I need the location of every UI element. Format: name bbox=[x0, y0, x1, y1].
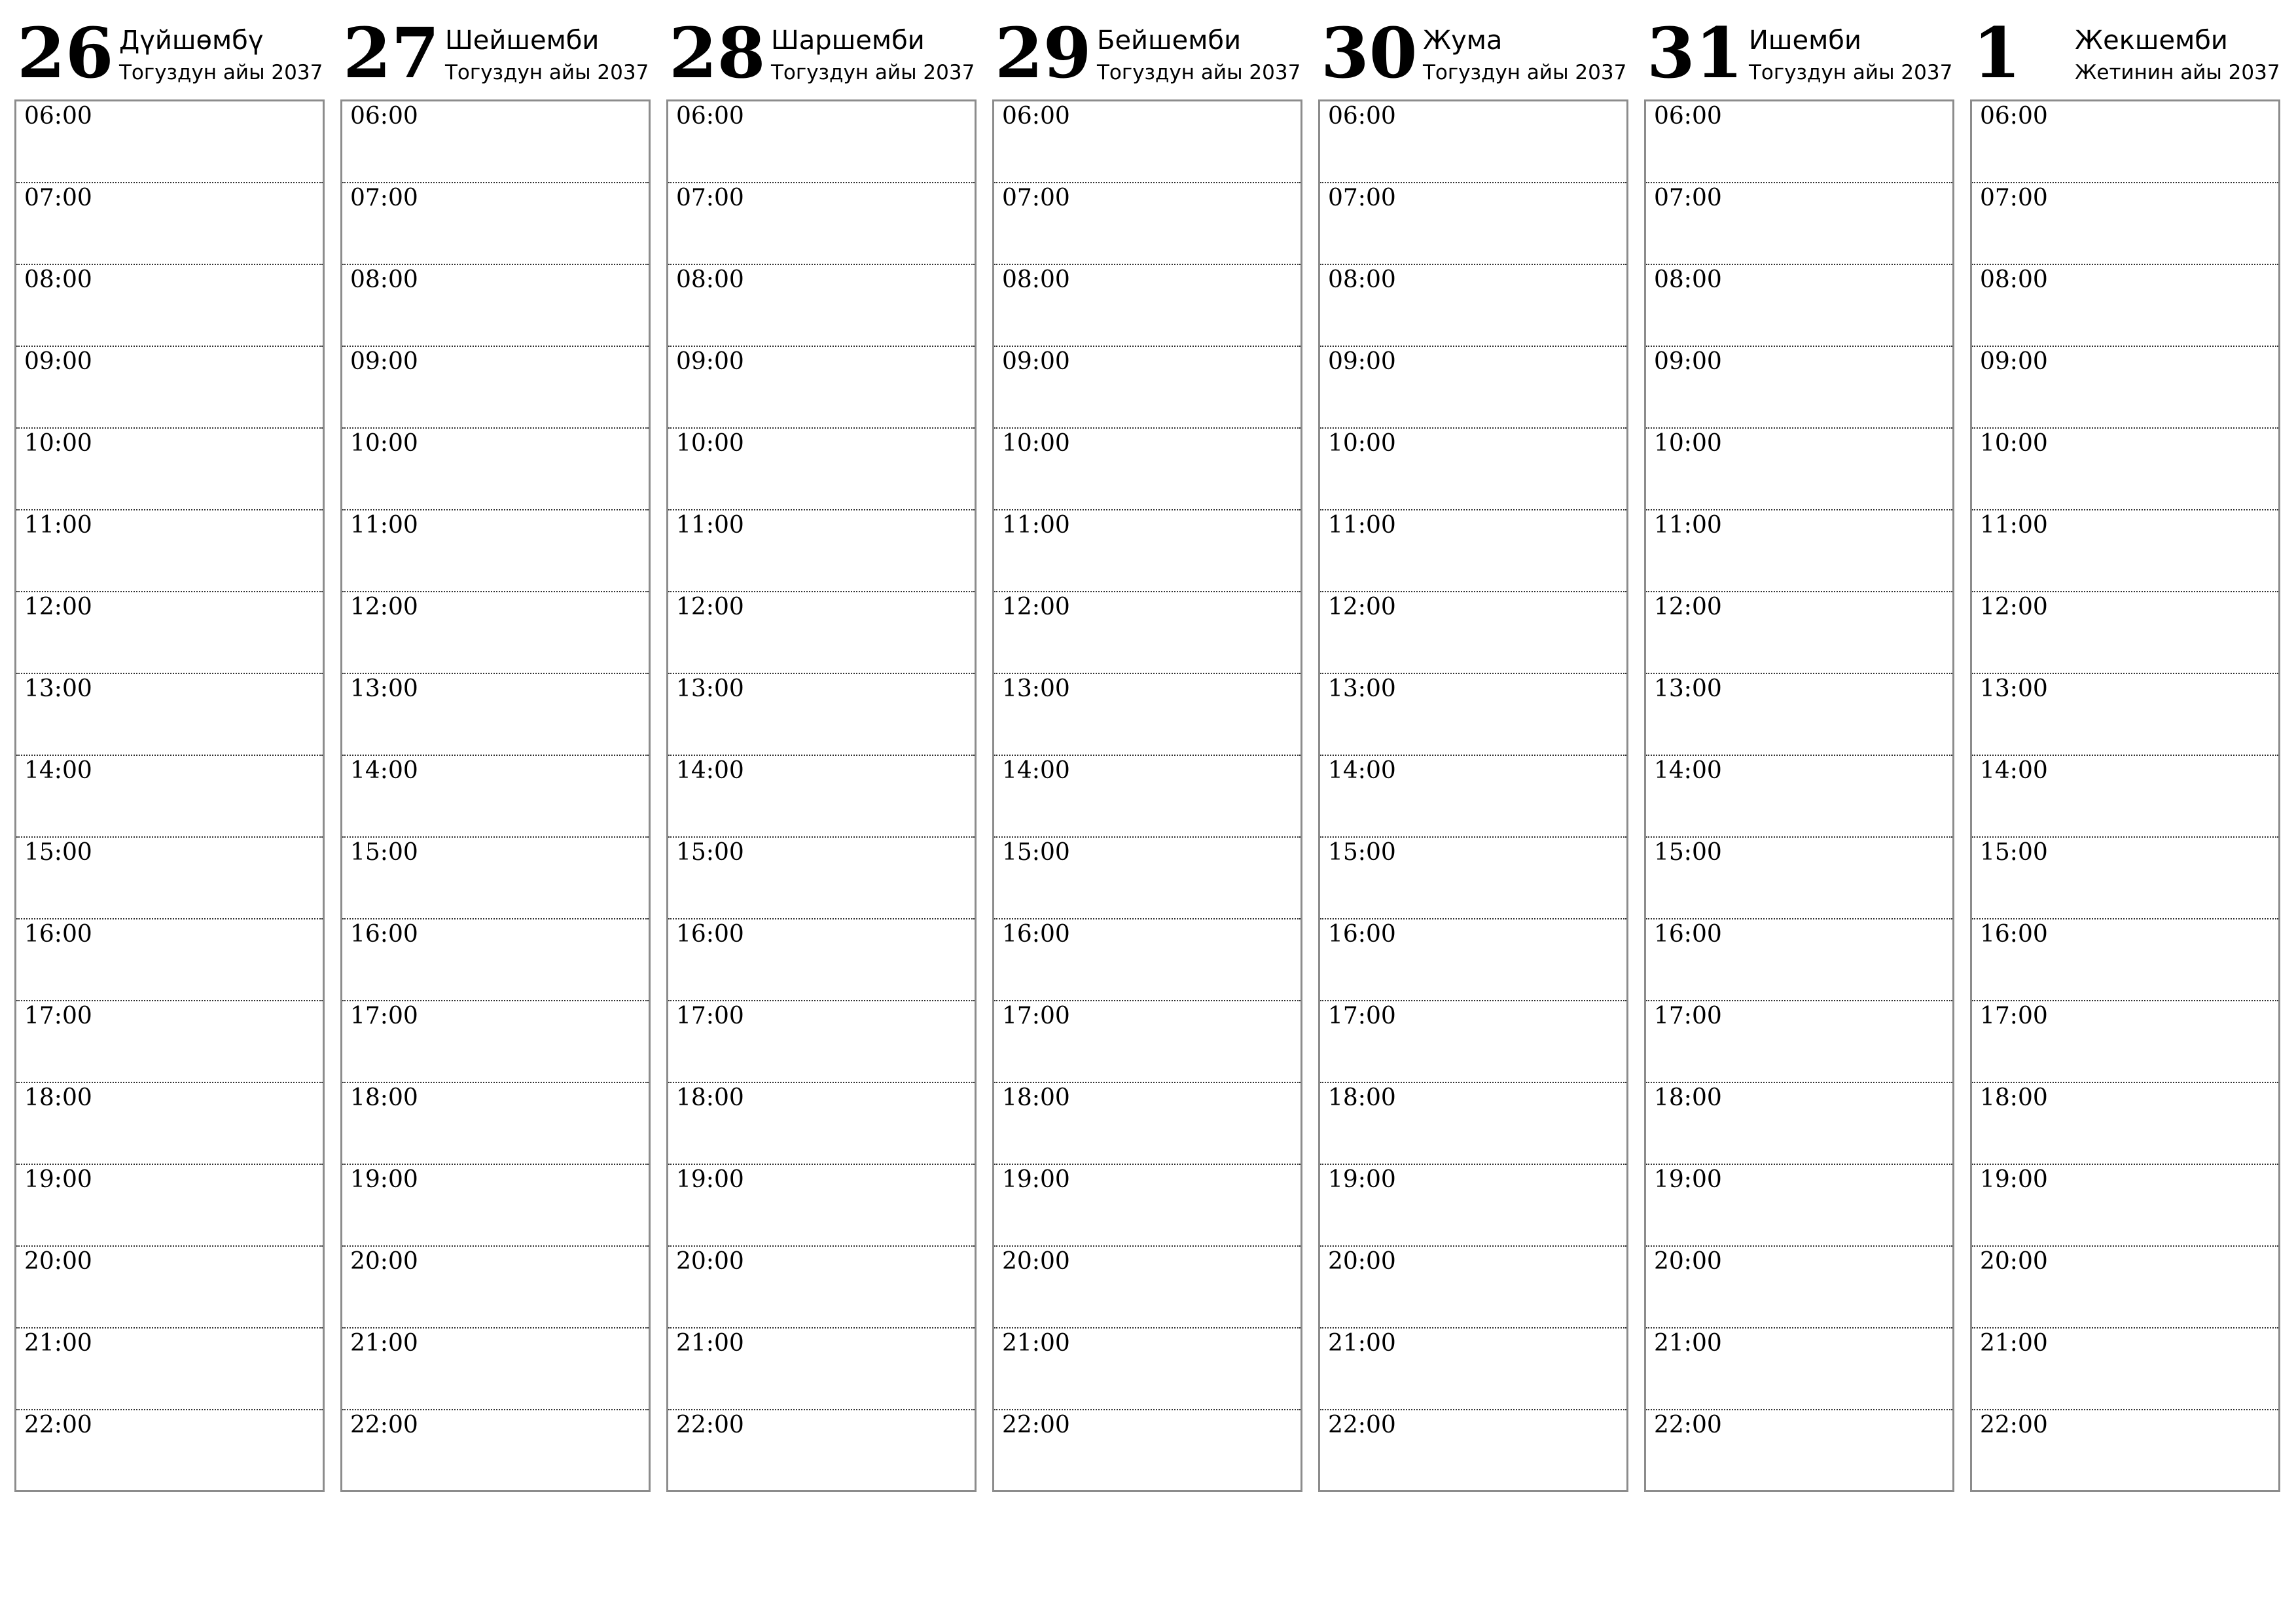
time-slot[interactable] bbox=[994, 183, 1300, 265]
time-slot-label: 19:00 bbox=[1980, 1166, 2048, 1193]
time-slot[interactable] bbox=[16, 183, 323, 265]
time-slot-label: 06:00 bbox=[24, 103, 92, 130]
month-year-label: Тогуздун айы 2037 bbox=[445, 61, 649, 84]
time-slot[interactable] bbox=[994, 1001, 1300, 1083]
time-slot[interactable] bbox=[342, 592, 649, 674]
time-slot[interactable] bbox=[1972, 919, 2278, 1001]
time-slot[interactable] bbox=[342, 838, 649, 919]
time-slot-label: 13:00 bbox=[1002, 675, 1070, 702]
time-slot[interactable] bbox=[342, 347, 649, 429]
time-slot[interactable] bbox=[1972, 101, 2278, 183]
time-slot-label: 19:00 bbox=[1654, 1166, 1722, 1193]
weekday-name: Жекшемби bbox=[2075, 26, 2228, 56]
time-slot[interactable] bbox=[1646, 183, 1952, 265]
time-slot[interactable] bbox=[668, 592, 975, 674]
time-slot-label: 18:00 bbox=[1328, 1084, 1396, 1111]
time-slot[interactable] bbox=[16, 1247, 323, 1329]
time-slot-label: 11:00 bbox=[1328, 512, 1396, 539]
time-slot-label: 14:00 bbox=[1980, 757, 2048, 784]
weekday-name: Бейшемби bbox=[1097, 26, 1242, 56]
time-slot[interactable] bbox=[16, 429, 323, 510]
day-schedule-box bbox=[666, 99, 977, 1492]
time-slot[interactable] bbox=[342, 674, 649, 756]
time-slot-label: 08:00 bbox=[350, 266, 418, 293]
day-number: 31 bbox=[1647, 12, 1744, 94]
time-slot-label: 10:00 bbox=[676, 430, 744, 457]
time-slot-label: 09:00 bbox=[1654, 348, 1722, 375]
time-slot[interactable] bbox=[1320, 1001, 1626, 1083]
weekday-name: Ишемби bbox=[1749, 26, 1861, 56]
time-slot[interactable] bbox=[1320, 1329, 1626, 1410]
time-slot[interactable] bbox=[668, 510, 975, 592]
weekly-planner bbox=[14, 13, 2291, 1500]
time-slot-label: 20:00 bbox=[24, 1248, 92, 1275]
day-header bbox=[1318, 13, 1631, 99]
time-slot-label: 07:00 bbox=[24, 185, 92, 211]
time-slot[interactable] bbox=[1320, 592, 1626, 674]
time-slot-label: 20:00 bbox=[1980, 1248, 2048, 1275]
time-slot[interactable] bbox=[994, 1247, 1300, 1329]
time-slot-label: 14:00 bbox=[350, 757, 418, 784]
time-slot-label: 22:00 bbox=[1328, 1412, 1396, 1438]
time-slot[interactable] bbox=[1646, 756, 1952, 838]
time-slot[interactable] bbox=[1972, 1329, 2278, 1410]
time-slot-label: 19:00 bbox=[676, 1166, 744, 1193]
time-slot-label: 20:00 bbox=[1328, 1248, 1396, 1275]
time-slot[interactable] bbox=[16, 1083, 323, 1165]
day-schedule-box bbox=[340, 99, 651, 1492]
time-slot[interactable] bbox=[994, 347, 1300, 429]
time-slot[interactable] bbox=[16, 265, 323, 347]
day-schedule-box bbox=[992, 99, 1302, 1492]
time-slot-label: 18:00 bbox=[350, 1084, 418, 1111]
time-slot[interactable] bbox=[994, 838, 1300, 919]
time-slot[interactable] bbox=[16, 674, 323, 756]
time-slot[interactable] bbox=[1646, 265, 1952, 347]
time-slot[interactable] bbox=[994, 265, 1300, 347]
time-slot[interactable] bbox=[1320, 1247, 1626, 1329]
time-slot-label: 22:00 bbox=[1654, 1412, 1722, 1438]
time-slot-label: 15:00 bbox=[676, 839, 744, 866]
day-number: 27 bbox=[343, 12, 440, 94]
time-slot-label: 19:00 bbox=[350, 1166, 418, 1193]
month-year-label: Жетинин айы 2037 bbox=[2075, 61, 2280, 84]
time-slot-label: 09:00 bbox=[676, 348, 744, 375]
time-slot[interactable] bbox=[1646, 1165, 1952, 1247]
time-slot-label: 13:00 bbox=[24, 675, 92, 702]
time-slot[interactable] bbox=[1646, 1247, 1952, 1329]
time-slot[interactable] bbox=[16, 510, 323, 592]
time-slot[interactable] bbox=[1972, 838, 2278, 919]
time-slot-label: 17:00 bbox=[350, 1003, 418, 1029]
day-column bbox=[1644, 13, 1957, 1500]
time-slot-label: 06:00 bbox=[1980, 103, 2048, 130]
time-slot[interactable] bbox=[1320, 510, 1626, 592]
time-slot[interactable] bbox=[16, 838, 323, 919]
day-number: 1 bbox=[1973, 12, 2021, 94]
day-column bbox=[14, 13, 327, 1500]
time-slot-label: 15:00 bbox=[1328, 839, 1396, 866]
time-slot-label: 16:00 bbox=[676, 921, 744, 948]
time-slot-label: 11:00 bbox=[24, 512, 92, 539]
time-slot-label: 22:00 bbox=[1980, 1412, 2048, 1438]
time-slot[interactable] bbox=[1646, 1329, 1952, 1410]
time-slot-label: 17:00 bbox=[24, 1003, 92, 1029]
time-slot[interactable] bbox=[16, 919, 323, 1001]
month-year-label: Тогуздун айы 2037 bbox=[1423, 61, 1627, 84]
time-slot[interactable] bbox=[668, 674, 975, 756]
time-slot[interactable] bbox=[342, 756, 649, 838]
time-slot[interactable] bbox=[1972, 1083, 2278, 1165]
time-slot-label: 21:00 bbox=[1980, 1330, 2048, 1357]
time-slot-label: 09:00 bbox=[350, 348, 418, 375]
time-slot[interactable] bbox=[342, 1329, 649, 1410]
time-slot[interactable] bbox=[16, 347, 323, 429]
weekday-name: Дүйшөмбү bbox=[119, 26, 264, 56]
day-header bbox=[340, 13, 653, 99]
time-slot-label: 16:00 bbox=[1328, 921, 1396, 948]
time-slot-label: 07:00 bbox=[1654, 185, 1722, 211]
time-slot[interactable] bbox=[1320, 919, 1626, 1001]
time-slot[interactable] bbox=[668, 919, 975, 1001]
time-slot-label: 15:00 bbox=[1002, 839, 1070, 866]
time-slot-label: 15:00 bbox=[24, 839, 92, 866]
time-slot-label: 22:00 bbox=[24, 1412, 92, 1438]
time-slot-label: 06:00 bbox=[1002, 103, 1070, 130]
time-slot[interactable] bbox=[994, 101, 1300, 183]
time-slot[interactable] bbox=[342, 429, 649, 510]
time-slot-label: 18:00 bbox=[676, 1084, 744, 1111]
time-slot-label: 12:00 bbox=[24, 594, 92, 620]
time-slot[interactable] bbox=[1646, 510, 1952, 592]
time-slot-label: 14:00 bbox=[676, 757, 744, 784]
time-slot[interactable] bbox=[1646, 1410, 1952, 1492]
time-slot-label: 09:00 bbox=[1980, 348, 2048, 375]
time-slot[interactable] bbox=[1972, 1001, 2278, 1083]
day-header bbox=[1970, 13, 2283, 99]
month-year-label: Тогуздун айы 2037 bbox=[1749, 61, 1953, 84]
time-slot-label: 11:00 bbox=[1980, 512, 2048, 539]
time-slot-label: 09:00 bbox=[24, 348, 92, 375]
time-slot[interactable] bbox=[16, 101, 323, 183]
time-slot-label: 16:00 bbox=[1002, 921, 1070, 948]
time-slot[interactable] bbox=[994, 1410, 1300, 1492]
time-slot[interactable] bbox=[1320, 183, 1626, 265]
time-slot[interactable] bbox=[16, 1165, 323, 1247]
time-slot-label: 08:00 bbox=[676, 266, 744, 293]
month-year-label: Тогуздун айы 2037 bbox=[1097, 61, 1301, 84]
time-slot[interactable] bbox=[668, 838, 975, 919]
time-slot-label: 07:00 bbox=[676, 185, 744, 211]
time-slot-label: 11:00 bbox=[1654, 512, 1722, 539]
time-slot-label: 19:00 bbox=[1002, 1166, 1070, 1193]
time-slot-label: 12:00 bbox=[350, 594, 418, 620]
day-header bbox=[14, 13, 327, 99]
time-slot-label: 14:00 bbox=[1654, 757, 1722, 784]
time-slot-label: 18:00 bbox=[1980, 1084, 2048, 1111]
time-slot[interactable] bbox=[994, 674, 1300, 756]
time-slot-label: 15:00 bbox=[1654, 839, 1722, 866]
day-column bbox=[1318, 13, 1631, 1500]
time-slot[interactable] bbox=[668, 101, 975, 183]
time-slot-label: 15:00 bbox=[1980, 839, 2048, 866]
time-slot[interactable] bbox=[16, 1410, 323, 1492]
time-slot[interactable] bbox=[16, 756, 323, 838]
time-slot[interactable] bbox=[1320, 1165, 1626, 1247]
time-slot[interactable] bbox=[668, 1001, 975, 1083]
time-slot[interactable] bbox=[668, 183, 975, 265]
time-slot-label: 19:00 bbox=[1328, 1166, 1396, 1193]
day-number: 30 bbox=[1321, 12, 1418, 94]
day-header bbox=[1644, 13, 1957, 99]
time-slot[interactable] bbox=[1646, 429, 1952, 510]
time-slot[interactable] bbox=[1320, 429, 1626, 510]
time-slot[interactable] bbox=[668, 1329, 975, 1410]
time-slot-label: 15:00 bbox=[350, 839, 418, 866]
time-slot[interactable] bbox=[1972, 183, 2278, 265]
time-slot-label: 20:00 bbox=[1654, 1248, 1722, 1275]
day-column bbox=[340, 13, 653, 1500]
time-slot-label: 06:00 bbox=[350, 103, 418, 130]
time-slot[interactable] bbox=[994, 1329, 1300, 1410]
time-slot[interactable] bbox=[668, 429, 975, 510]
time-slot[interactable] bbox=[1320, 265, 1626, 347]
time-slot[interactable] bbox=[668, 265, 975, 347]
time-slot[interactable] bbox=[342, 1410, 649, 1492]
weekday-name: Жума bbox=[1423, 26, 1503, 56]
time-slot-label: 12:00 bbox=[1980, 594, 2048, 620]
time-slot-label: 14:00 bbox=[1002, 757, 1070, 784]
time-slot-label: 10:00 bbox=[1328, 430, 1396, 457]
time-slot-label: 11:00 bbox=[676, 512, 744, 539]
time-slot[interactable] bbox=[668, 347, 975, 429]
time-slot-label: 20:00 bbox=[350, 1248, 418, 1275]
time-slot[interactable] bbox=[16, 592, 323, 674]
time-slot[interactable] bbox=[1972, 674, 2278, 756]
time-slot[interactable] bbox=[1972, 265, 2278, 347]
time-slot[interactable] bbox=[1320, 838, 1626, 919]
time-slot-label: 21:00 bbox=[676, 1330, 744, 1357]
time-slot[interactable] bbox=[994, 510, 1300, 592]
day-header bbox=[992, 13, 1305, 99]
time-slot-label: 20:00 bbox=[676, 1248, 744, 1275]
time-slot-label: 21:00 bbox=[1654, 1330, 1722, 1357]
time-slot[interactable] bbox=[1646, 919, 1952, 1001]
time-slot-label: 08:00 bbox=[1654, 266, 1722, 293]
time-slot[interactable] bbox=[1320, 101, 1626, 183]
time-slot-label: 18:00 bbox=[24, 1084, 92, 1111]
time-slot[interactable] bbox=[342, 1001, 649, 1083]
time-slot-label: 11:00 bbox=[1002, 512, 1070, 539]
time-slot-label: 07:00 bbox=[1328, 185, 1396, 211]
time-slot-label: 19:00 bbox=[24, 1166, 92, 1193]
time-slot-label: 17:00 bbox=[1328, 1003, 1396, 1029]
time-slot[interactable] bbox=[1972, 756, 2278, 838]
time-slot[interactable] bbox=[1646, 101, 1952, 183]
day-header bbox=[666, 13, 979, 99]
time-slot[interactable] bbox=[1646, 674, 1952, 756]
time-slot-label: 10:00 bbox=[24, 430, 92, 457]
time-slot-label: 13:00 bbox=[676, 675, 744, 702]
time-slot[interactable] bbox=[1972, 1165, 2278, 1247]
time-slot[interactable] bbox=[1972, 347, 2278, 429]
time-slot[interactable] bbox=[994, 1083, 1300, 1165]
time-slot-label: 11:00 bbox=[350, 512, 418, 539]
time-slot[interactable] bbox=[1646, 347, 1952, 429]
time-slot-label: 06:00 bbox=[1654, 103, 1722, 130]
time-slot[interactable] bbox=[342, 919, 649, 1001]
time-slot-label: 14:00 bbox=[24, 757, 92, 784]
time-slot-label: 12:00 bbox=[1654, 594, 1722, 620]
time-slot[interactable] bbox=[668, 756, 975, 838]
time-slot[interactable] bbox=[16, 1329, 323, 1410]
time-slot-label: 13:00 bbox=[1980, 675, 2048, 702]
time-slot-label: 08:00 bbox=[1980, 266, 2048, 293]
time-slot[interactable] bbox=[1972, 429, 2278, 510]
time-slot-label: 06:00 bbox=[1328, 103, 1396, 130]
time-slot-label: 09:00 bbox=[1002, 348, 1070, 375]
time-slot[interactable] bbox=[994, 429, 1300, 510]
time-slot-label: 21:00 bbox=[24, 1330, 92, 1357]
day-number: 29 bbox=[995, 12, 1092, 94]
time-slot[interactable] bbox=[1972, 510, 2278, 592]
time-slot[interactable] bbox=[342, 101, 649, 183]
time-slot[interactable] bbox=[342, 1083, 649, 1165]
weekday-name: Шейшемби bbox=[445, 26, 600, 56]
time-slot[interactable] bbox=[668, 1410, 975, 1492]
time-slot[interactable] bbox=[1972, 1247, 2278, 1329]
time-slot[interactable] bbox=[1320, 347, 1626, 429]
time-slot-label: 13:00 bbox=[1654, 675, 1722, 702]
time-slot[interactable] bbox=[16, 1001, 323, 1083]
month-year-label: Тогуздун айы 2037 bbox=[119, 61, 323, 84]
time-slot-label: 17:00 bbox=[1002, 1003, 1070, 1029]
time-slot[interactable] bbox=[1320, 756, 1626, 838]
time-slot[interactable] bbox=[342, 1165, 649, 1247]
time-slot-label: 08:00 bbox=[1328, 266, 1396, 293]
day-schedule-box bbox=[1318, 99, 1628, 1492]
day-schedule-box bbox=[1644, 99, 1954, 1492]
time-slot-label: 06:00 bbox=[676, 103, 744, 130]
time-slot[interactable] bbox=[342, 265, 649, 347]
time-slot-label: 13:00 bbox=[350, 675, 418, 702]
time-slot[interactable] bbox=[1972, 592, 2278, 674]
time-slot[interactable] bbox=[342, 510, 649, 592]
time-slot-label: 08:00 bbox=[1002, 266, 1070, 293]
time-slot-label: 20:00 bbox=[1002, 1248, 1070, 1275]
time-slot[interactable] bbox=[994, 592, 1300, 674]
day-number: 28 bbox=[669, 12, 766, 94]
time-slot[interactable] bbox=[994, 1165, 1300, 1247]
day-column bbox=[666, 13, 979, 1500]
time-slot-label: 10:00 bbox=[1980, 430, 2048, 457]
time-slot-label: 10:00 bbox=[1654, 430, 1722, 457]
time-slot[interactable] bbox=[1646, 1083, 1952, 1165]
time-slot[interactable] bbox=[1320, 674, 1626, 756]
time-slot-label: 18:00 bbox=[1002, 1084, 1070, 1111]
time-slot-label: 12:00 bbox=[676, 594, 744, 620]
time-slot[interactable] bbox=[994, 756, 1300, 838]
time-slot[interactable] bbox=[342, 183, 649, 265]
time-slot[interactable] bbox=[668, 1165, 975, 1247]
time-slot-label: 16:00 bbox=[1654, 921, 1722, 948]
time-slot-label: 22:00 bbox=[676, 1412, 744, 1438]
day-schedule-box bbox=[14, 99, 325, 1492]
time-slot-label: 22:00 bbox=[350, 1412, 418, 1438]
time-slot-label: 10:00 bbox=[1002, 430, 1070, 457]
time-slot[interactable] bbox=[1972, 1410, 2278, 1492]
time-slot-label: 17:00 bbox=[1654, 1003, 1722, 1029]
time-slot[interactable] bbox=[1320, 1410, 1626, 1492]
time-slot-label: 14:00 bbox=[1328, 757, 1396, 784]
time-slot[interactable] bbox=[668, 1247, 975, 1329]
time-slot-label: 07:00 bbox=[1980, 185, 2048, 211]
time-slot[interactable] bbox=[668, 1083, 975, 1165]
time-slot-label: 18:00 bbox=[1654, 1084, 1722, 1111]
time-slot-label: 21:00 bbox=[350, 1330, 418, 1357]
time-slot-label: 16:00 bbox=[1980, 921, 2048, 948]
time-slot-label: 21:00 bbox=[1002, 1330, 1070, 1357]
time-slot-label: 07:00 bbox=[1002, 185, 1070, 211]
time-slot-label: 07:00 bbox=[350, 185, 418, 211]
time-slot[interactable] bbox=[342, 1247, 649, 1329]
time-slot-label: 12:00 bbox=[1002, 594, 1070, 620]
time-slot-label: 17:00 bbox=[1980, 1003, 2048, 1029]
time-slot[interactable] bbox=[1646, 1001, 1952, 1083]
time-slot-label: 21:00 bbox=[1328, 1330, 1396, 1357]
time-slot-label: 09:00 bbox=[1328, 348, 1396, 375]
day-schedule-box bbox=[1970, 99, 2280, 1492]
time-slot-label: 12:00 bbox=[1328, 594, 1396, 620]
weekday-name: Шаршемби bbox=[771, 26, 925, 56]
day-number: 26 bbox=[17, 12, 114, 94]
day-column bbox=[992, 13, 1305, 1500]
time-slot[interactable] bbox=[1646, 838, 1952, 919]
time-slot-label: 17:00 bbox=[676, 1003, 744, 1029]
time-slot-label: 16:00 bbox=[24, 921, 92, 948]
time-slot[interactable] bbox=[1320, 1083, 1626, 1165]
month-year-label: Тогуздун айы 2037 bbox=[771, 61, 975, 84]
time-slot-label: 22:00 bbox=[1002, 1412, 1070, 1438]
time-slot-label: 08:00 bbox=[24, 266, 92, 293]
time-slot[interactable] bbox=[994, 919, 1300, 1001]
time-slot-label: 16:00 bbox=[350, 921, 418, 948]
day-column bbox=[1970, 13, 2283, 1500]
time-slot-label: 13:00 bbox=[1328, 675, 1396, 702]
time-slot-label: 10:00 bbox=[350, 430, 418, 457]
time-slot[interactable] bbox=[1646, 592, 1952, 674]
